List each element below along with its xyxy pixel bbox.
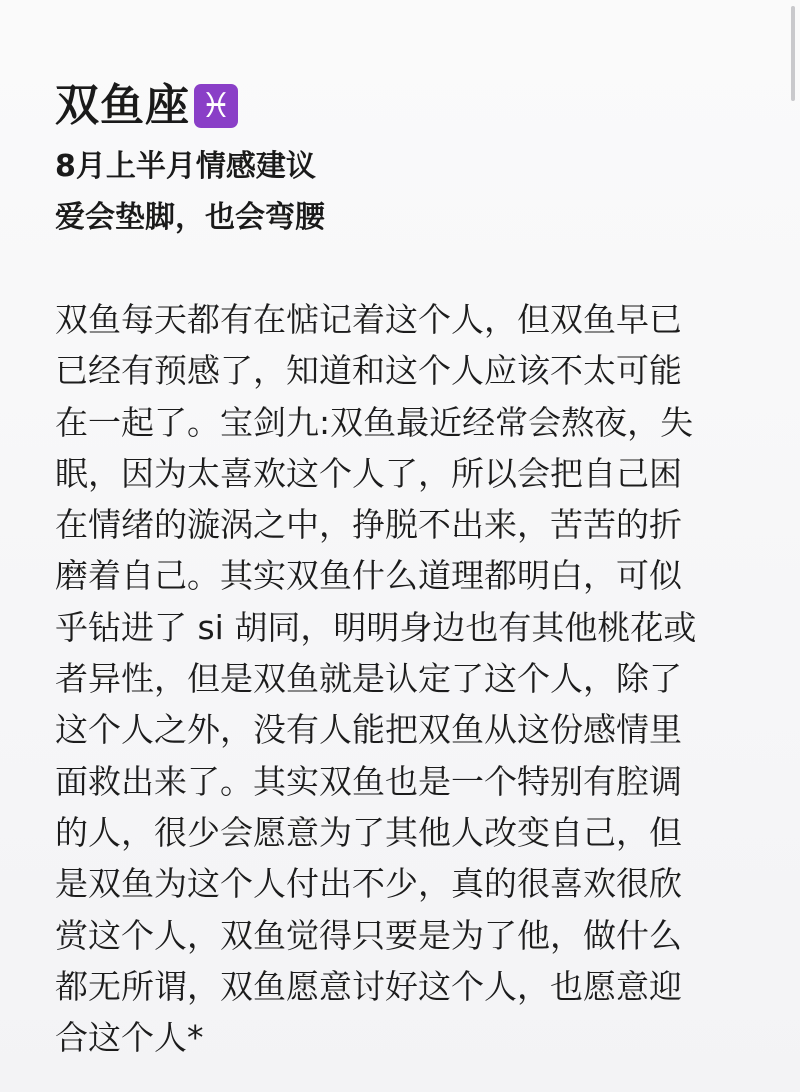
body-line: 双鱼每天都有在惦记着这个人，但双鱼早已 xyxy=(55,300,682,339)
body-line: 在情绪的漩涡之中，挣脱不出来，苦苦的折 xyxy=(55,505,682,545)
body-line: 在一起了。宝剑九:双鱼最近经常会熬夜，失 xyxy=(55,402,694,442)
subtitle-theme: 爱会垫脚，也会弯腰 xyxy=(55,200,325,235)
body-line: 眠，因为太喜欢这个人了，所以会把自己困 xyxy=(55,453,682,493)
body-line: 都无所谓，双鱼愿意讨好这个人，也愿意迎 xyxy=(55,966,682,1006)
scrollbar[interactable] xyxy=(791,6,795,101)
body-line: 磨着自己。其实双鱼什么道理都明白，可似 xyxy=(55,556,682,596)
body-text xyxy=(55,294,750,1063)
body-line: 面救出来了。其实双鱼也是一个特别有腔调 xyxy=(55,761,682,801)
body-line: 者异性，但是双鱼就是认定了这个人，除了 xyxy=(55,659,682,699)
pisces-icon: ♓ xyxy=(194,84,238,128)
title-row xyxy=(55,80,238,132)
body-line: 合这个人* xyxy=(55,1018,204,1058)
body-line: 乎钻进了 si 胡同，明明身边也有其他桃花或 xyxy=(55,607,697,647)
body-line: 是双鱼为这个人付出不少，真的很喜欢很欣 xyxy=(55,864,682,904)
body-line: 的人，很少会愿意为了其他人改变自己，但 xyxy=(55,812,682,852)
body-line: 已经有预感了，知道和这个人应该不太可能 xyxy=(55,351,682,391)
body-line: 赏这个人，双鱼觉得只要是为了他，做什么 xyxy=(55,915,682,955)
body-line: 这个人之外，没有人能把双鱼从这份感情里 xyxy=(55,710,682,750)
page-title: 双鱼座 xyxy=(55,80,190,131)
subtitle-date: 8月上半月情感建议 xyxy=(55,149,316,184)
